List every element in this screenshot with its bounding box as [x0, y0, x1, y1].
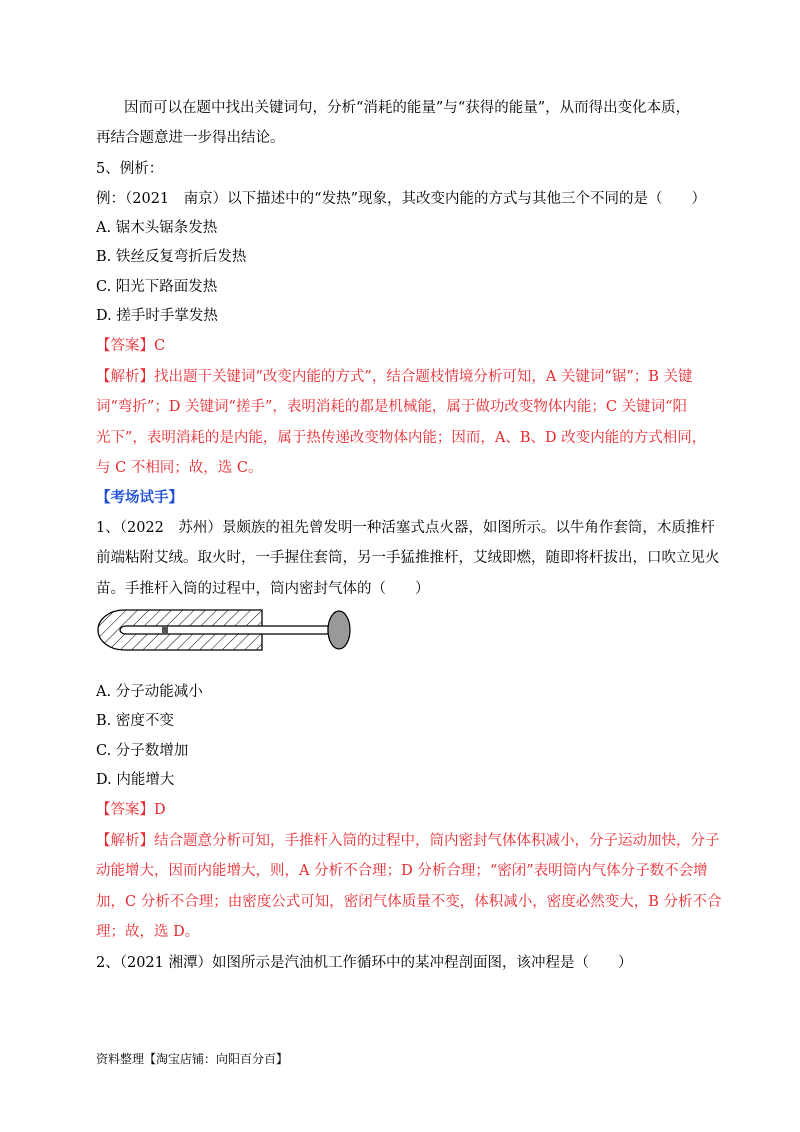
intro-line-2: 再结合题意进一步得出结论。 [96, 130, 285, 146]
q1-option-d: D. 内能增大 [96, 772, 175, 788]
analysis-label: 【解析】 [96, 369, 154, 385]
q1-analysis-line-3: 加，C 分析不合理；由密度公式可知，密闭气体质量不变，体积减小，密度必然变大，B 分析不合 [96, 894, 722, 910]
q1-line-3: 苗。手推杆入筒的过程中，筒内密封气体的（ ） [96, 581, 430, 597]
q1-analysis-line-2: 动能增大，因而内能增大，则，A 分析不合理；D 分析合理；“密闭”表明筒内气体分子数不会增 [96, 863, 708, 879]
example-analysis-line-3: 光下”，表明消耗的是内能，属于热传递改变物体内能；因而，A、B、D 改变内能的方式相同， [96, 430, 707, 446]
q1-option-a: A. 分子动能减小 [96, 684, 203, 700]
q1-option-c: C. 分子数增加 [96, 743, 189, 759]
q2-line: 2、（2021 湘潭）如图所示是汽油机工作循环中的某冲程剖面图，该冲程是（ ） [96, 955, 633, 971]
example-analysis-line-4: 与 C 不相同；故，选 C。 [96, 460, 263, 476]
q1-analysis-line-4: 理；故，选 D。 [96, 924, 200, 940]
analysis-label: 【解析】 [96, 833, 154, 849]
example-answer: 【答案】C [96, 338, 166, 354]
example-analysis-line-1 [96, 367, 693, 387]
page-footer: 资料整理【淘宝店铺：向阳百分百】 [96, 1052, 289, 1066]
example-option-b: B. 铁丝反复弯折后发热 [96, 249, 247, 265]
section-5-heading: 5、例析： [96, 161, 164, 177]
q1-option-b: B. 密度不变 [96, 713, 174, 729]
example-question: 例：（2021 南京）以下描述中的“发热”现象，其改变内能的方式与其他三个不同的是（ ） [96, 191, 706, 207]
example-option-c: C. 阳光下路面发热 [96, 279, 218, 295]
exam-section-heading: 【考场试手】 [96, 489, 183, 506]
intro-line-1: 因而可以在题中找出关键词句，分析“消耗的能量”与“获得的能量”，从而得出变化本质， [124, 100, 691, 116]
q1-line-1: 1、（2022 苏州）景颇族的祖先曾发明一种活塞式点火器，如图所示。以牛角作套筒，木质推杆 [96, 520, 715, 536]
q1-analysis-line-1 [96, 831, 720, 851]
example-analysis-line-2: 词“弯折”；D 关键词“搓手”，表明消耗的都是机械能，属于做功改变物体内能；C 关键词“阳 [96, 399, 687, 415]
example-option-d: D. 搓手时手掌发热 [96, 308, 218, 324]
analysis-text: 找出题干关键词“改变内能的方式”，结合题枝情境分析可知，A 关键词“锯”；B 关键 [154, 369, 693, 385]
example-option-a: A. 锯木头锯条发热 [96, 220, 218, 236]
q1-answer: 【答案】D [96, 802, 166, 818]
analysis-text: 结合题意分析可知，手推杆入筒的过程中，筒内密封气体体积减小，分子运动加快，分子 [154, 833, 720, 849]
q1-line-2: 前端粘附艾绒。取火时，一手握住套筒，另一手猛推推杆，艾绒即燃，随即将杆拔出，口吹立见火 [96, 550, 720, 566]
piston-igniter-figure [96, 606, 356, 656]
